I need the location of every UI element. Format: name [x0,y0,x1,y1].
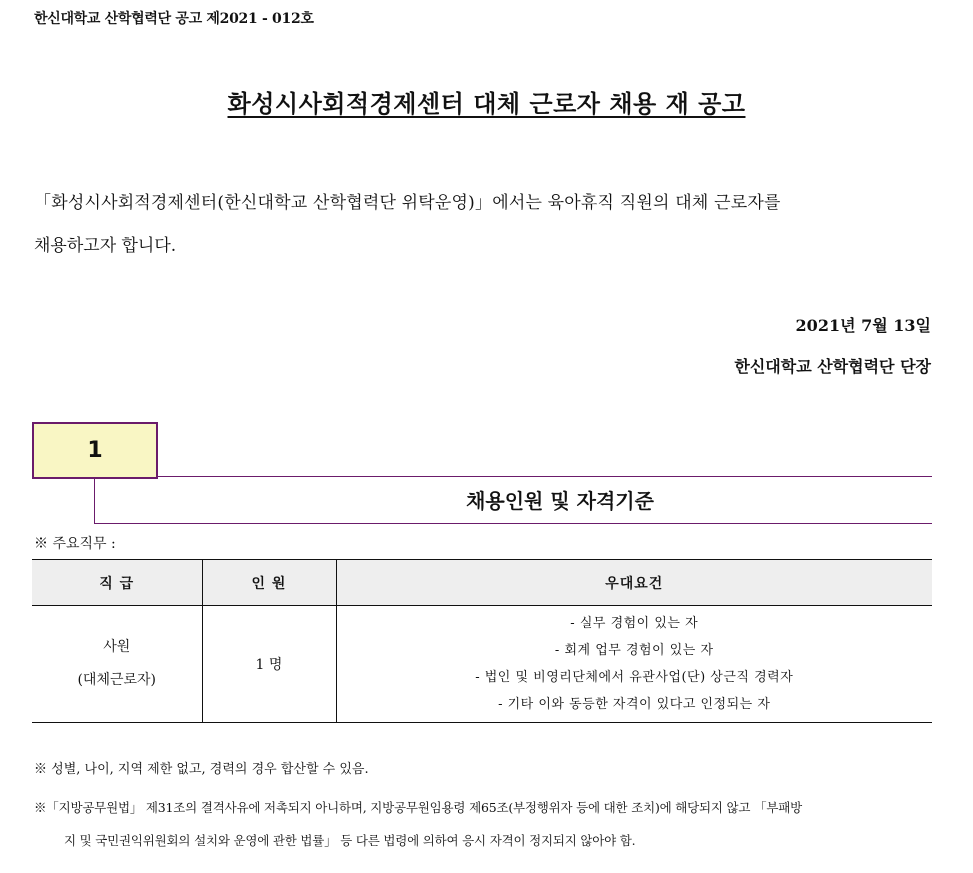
signer: 한신대학교 산학협력단 단장 [734,357,931,376]
recruitment-table [32,559,932,723]
preferences-cell [336,606,932,723]
preference-item: - 실무 경험이 있는 자 [570,616,699,631]
preference-item: - 회계 업무 경험이 있는 자 [554,643,714,658]
notice-date: 2021년 7월 13일 [795,316,931,335]
position-cell [32,606,202,723]
duty-label: ※ 주요직무 : [34,536,116,552]
header-headcount: 인 원 [202,560,336,606]
note-disqualification-line-2: 지 및 국민권익위원회의 설치와 운영에 관한 법률」 등 다른 법령에 의하여 응시 자격이 정지되지 않아야 함. [64,833,636,848]
section-divider-top [156,476,932,477]
position-name: 사원 [103,639,131,655]
position-note: (대체근로자) [77,672,157,688]
note-disqualification-line-1: ※「지방공무원법」 제31조의 결격사유에 저촉되지 아니하며, 지방공무원임용령 제65조(부정행위자 등에 대한 조치)에 해당되지 않고 「부패방 [34,800,802,815]
note-disqualification [34,791,934,857]
preference-item: - 기타 이와 동등한 자격이 있다고 인정되는 자 [498,697,771,712]
table-row [32,606,932,723]
preference-item: - 법인 및 비영리단체에서 유관사업(단) 상근직 경력자 [475,670,794,685]
note-eligibility: ※ 성별, 나이, 지역 제한 없고, 경력의 경우 합산할 수 있음. [34,762,369,777]
intro-text-line-1: 「화성시사회적경제센터(한신대학교 산학협력단 위탁운영)」에서는 육아휴직 직원의 대체 근로자를 [34,193,781,213]
headcount-cell: 1 명 [202,606,336,723]
page-title: 화성시사회적경제센터 대체 근로자 채용 재 공고 [227,89,746,118]
header-grade: 직 급 [32,560,202,606]
notice-number: 한신대학교 산학협력단 공고 제2021 - 012호 [34,11,314,27]
header-preferences: 우대요건 [336,560,932,606]
section-divider-left [94,477,95,524]
section-divider-bottom [94,523,932,524]
intro-text-line-2: 채용하고자 합니다. [34,236,177,256]
section-number-box: 1 [32,422,158,479]
table-header-row [32,560,932,606]
section-title: 채용인원 및 자격기준 [466,489,654,513]
